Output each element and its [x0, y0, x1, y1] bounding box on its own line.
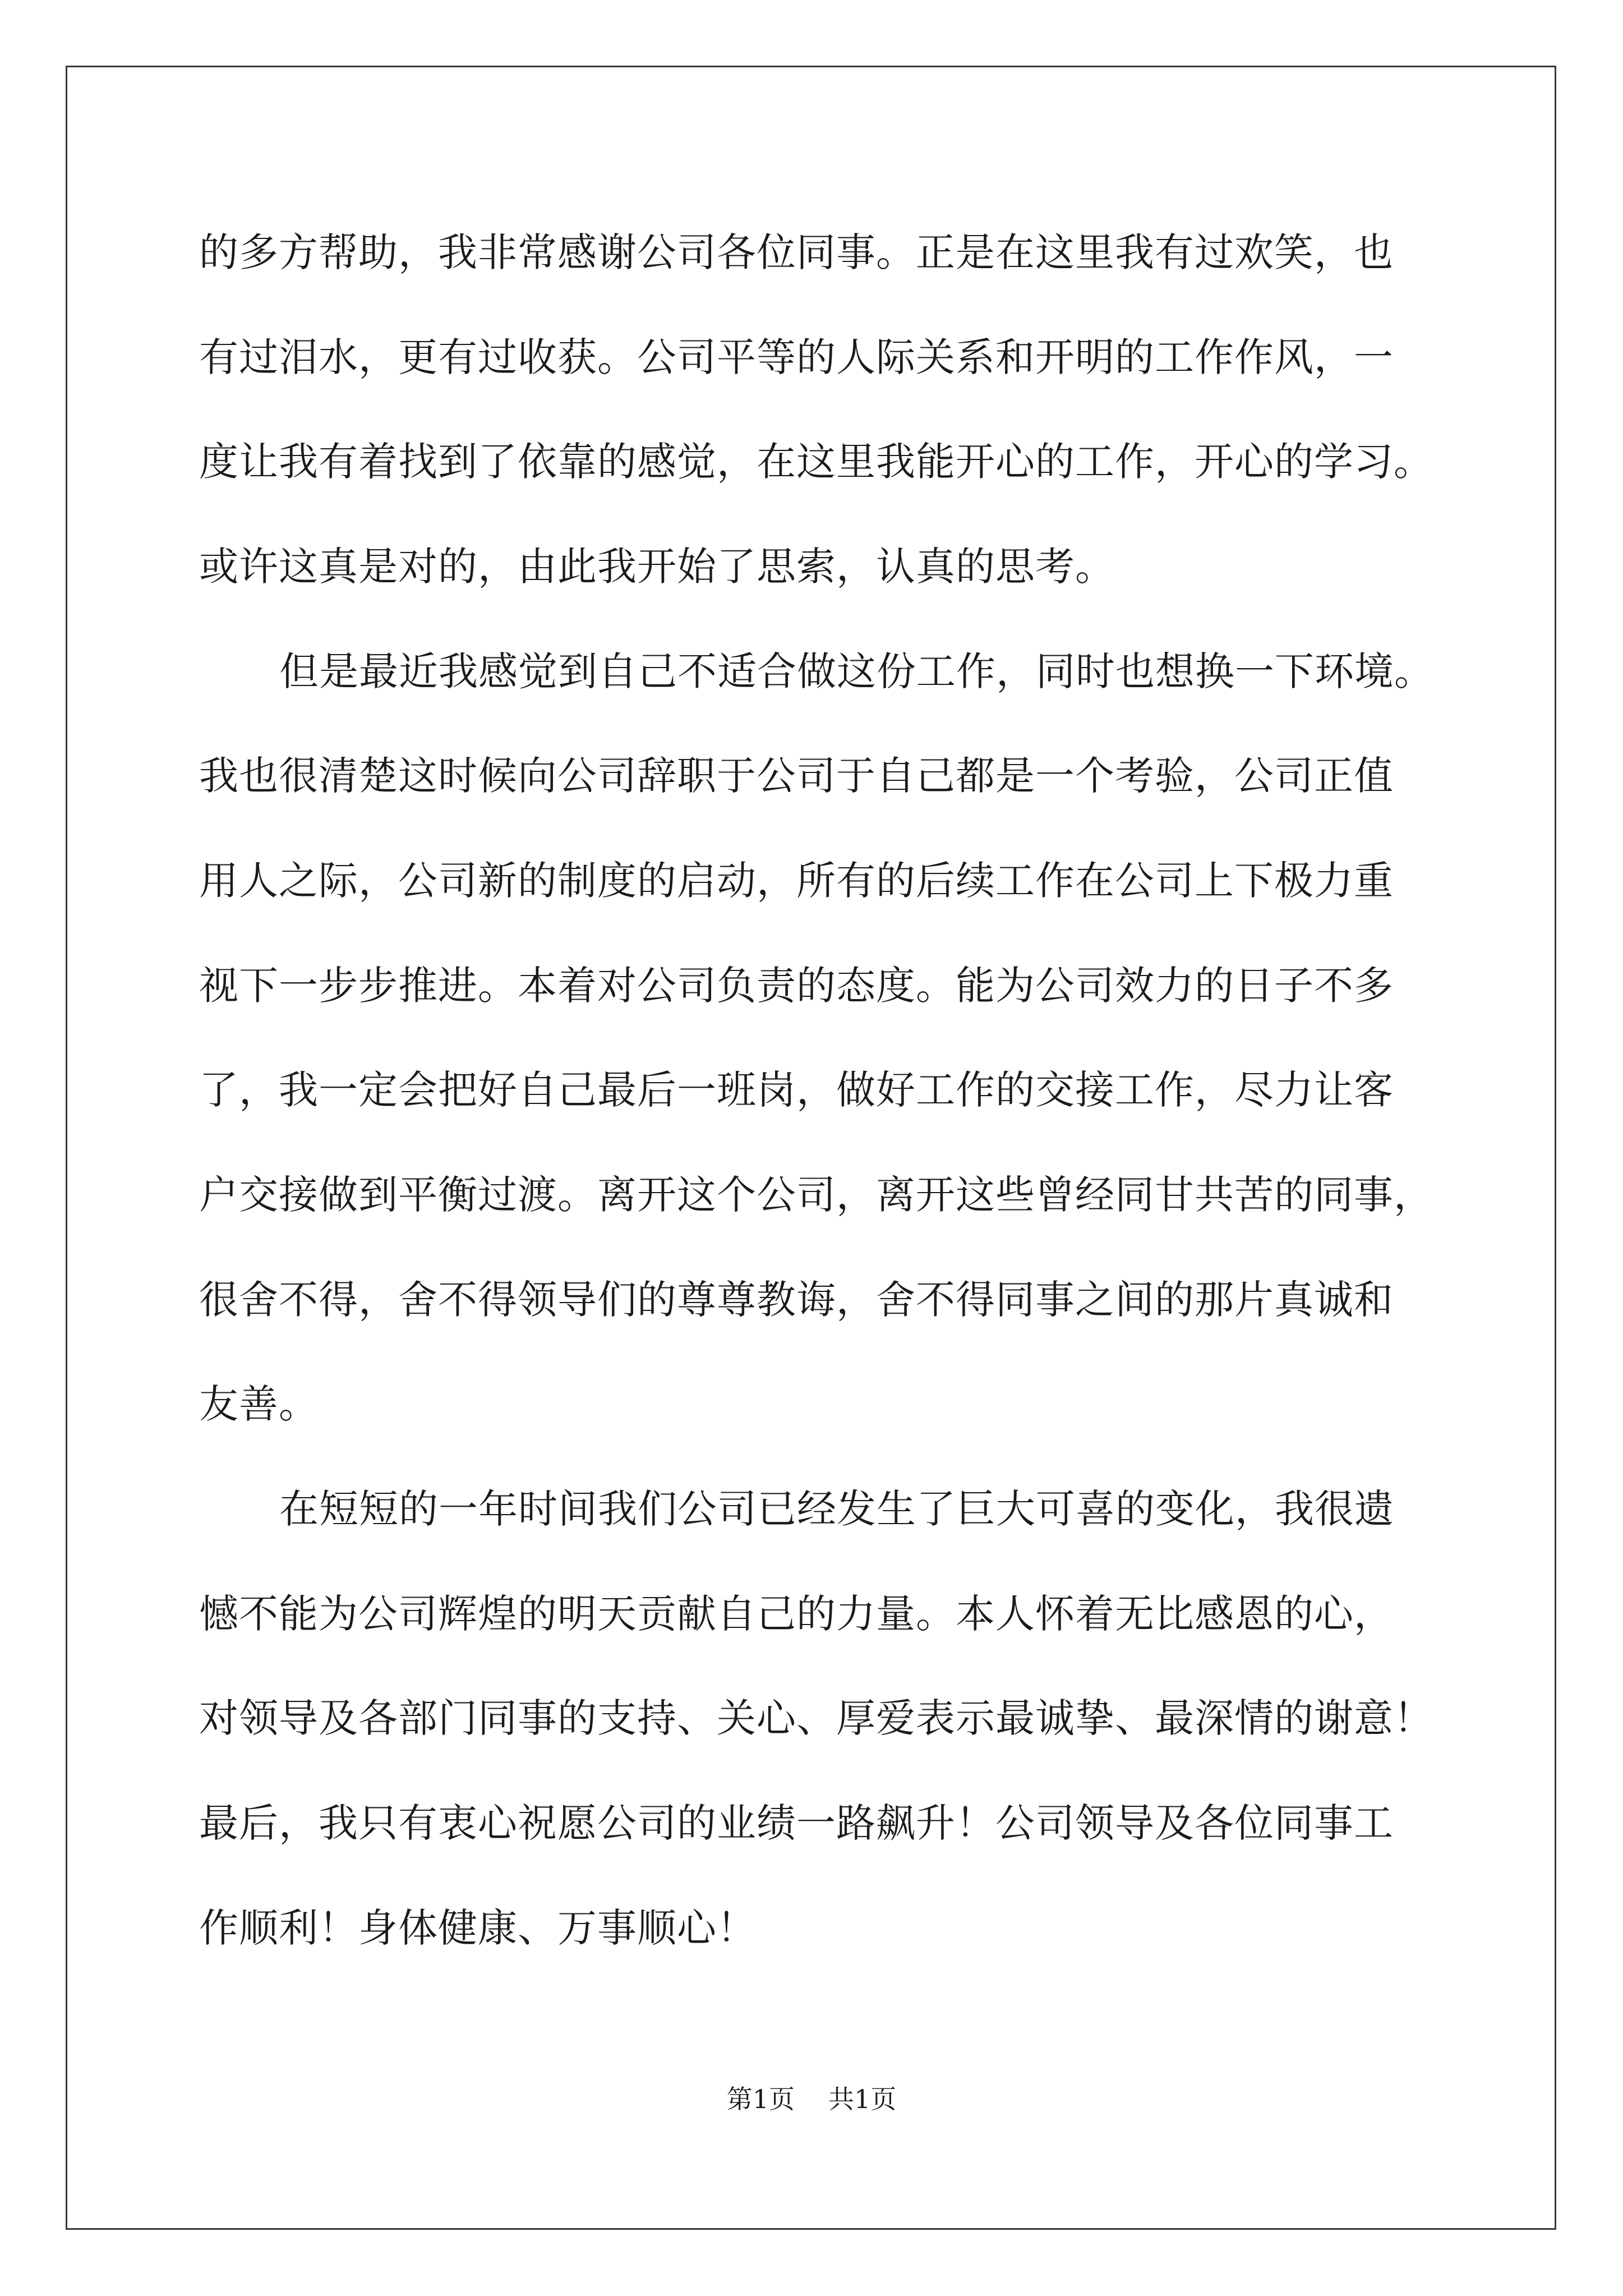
text-line: 最后，我只有衷心祝愿公司的业绩一路飙升！公司领导及各位同事工 — [199, 1800, 1394, 1846]
page-total: 共1页 — [828, 2084, 897, 2114]
text-line: 很舍不得，舍不得领导们的尊尊教诲，舍不得同事之间的那片真诚和 — [199, 1277, 1394, 1323]
text-line: 或许这真是对的，由此我开始了思索，认真的思考。 — [199, 544, 1115, 590]
text-line: 度让我有着找到了依靠的感觉，在这里我能开心的工作，开心的学习。 — [199, 439, 1433, 485]
text-line: 用人之际，公司新的制度的启动，所有的后续工作在公司上下极力重 — [199, 858, 1394, 904]
text-line: 户交接做到平衡过渡。离开这个公司，离开这些曾经同甘共苦的同事， — [199, 1172, 1433, 1218]
page-number: 第1页 — [726, 2084, 795, 2114]
text-line: 友善。 — [199, 1381, 319, 1427]
text-line: 我也很清楚这时候向公司辞职于公司于自己都是一个考验，公司正值 — [199, 753, 1394, 799]
text-line: 视下一步步推进。本着对公司负责的态度。能为公司效力的日子不多 — [199, 963, 1394, 1009]
page-footer — [0, 2083, 1623, 2115]
text-line: 对领导及各部门同事的支持、关心、厚爱表示最诚挚、最深情的谢意！ — [199, 1695, 1433, 1741]
paragraph-first-line: 但是最近我感觉到自己不适合做这份工作，同时也想换一下环境。 — [279, 648, 1434, 694]
text-line: 憾不能为公司辉煌的明天贡献自己的力量。本人怀着无比感恩的心， — [199, 1591, 1394, 1637]
text-line: 的多方帮助，我非常感谢公司各位同事。正是在这里我有过欢笑，也 — [199, 229, 1394, 275]
paragraph-first-line: 在短短的一年时间我们公司已经发生了巨大可喜的变化，我很遗 — [279, 1486, 1394, 1532]
text-line: 了，我一定会把好自己最后一班岗，做好工作的交接工作，尽力让客 — [199, 1067, 1394, 1113]
text-line: 有过泪水，更有过收获。公司平等的人际关系和开明的工作作风，一 — [199, 334, 1394, 380]
text-line: 作顺利！身体健康、万事顺心！ — [199, 1905, 757, 1951]
